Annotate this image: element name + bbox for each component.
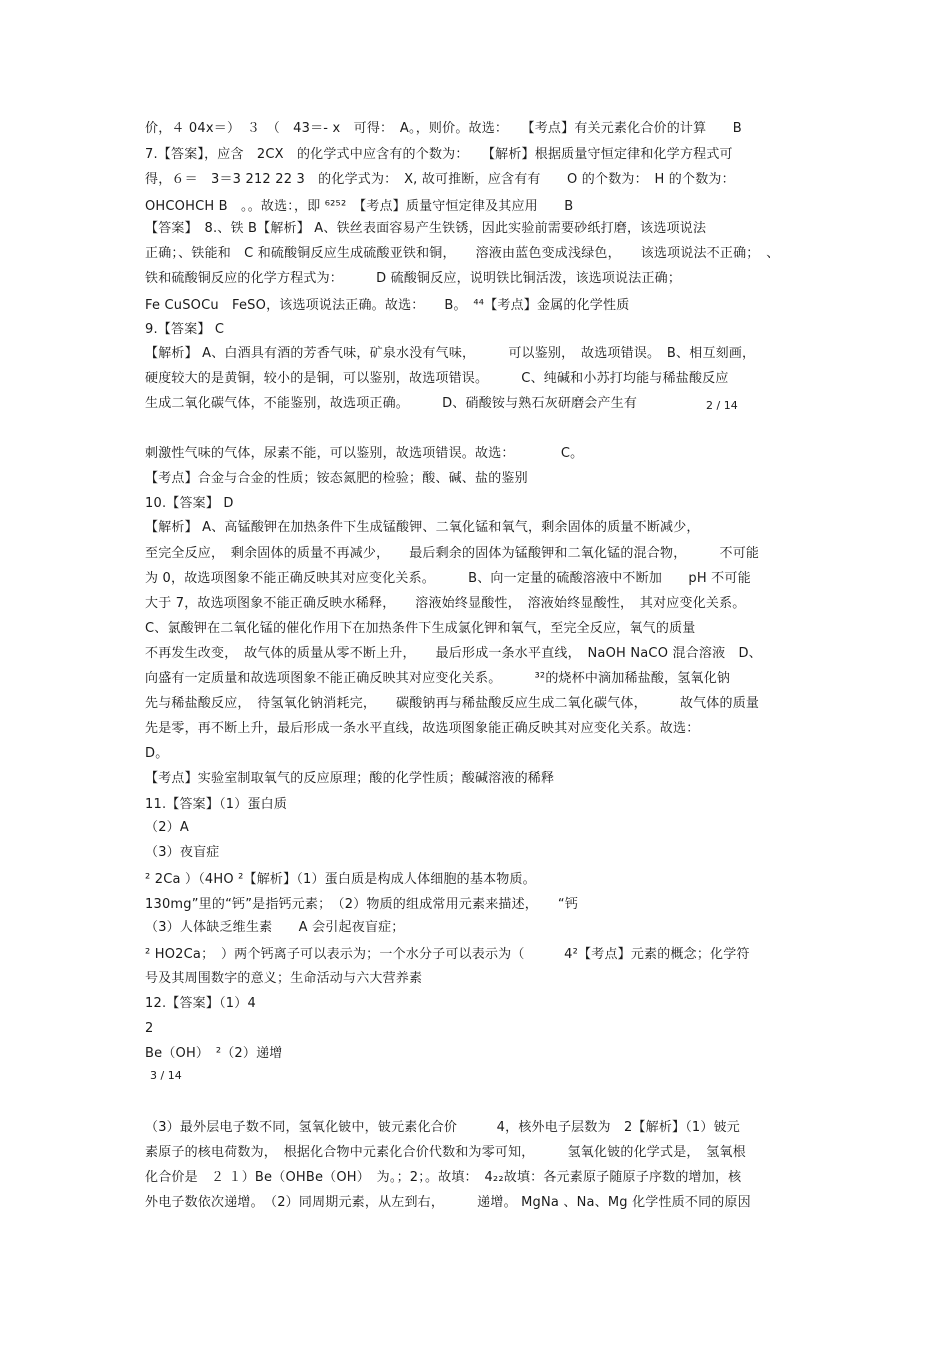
text-line: 11.【答案】（1）蛋白质 — [145, 797, 288, 812]
text-line: 化合价是 ２ １）Be（OHBe（OH） 为。；2；。故填： 4₂₂故填：各元素原子随原子序数的增加，核 — [145, 1170, 742, 1185]
text-line: 外电子数依次递增。 （2）同周期元素，从左到右， 递增。 MgNa 、Na、Mg 化学性质不同的原因 — [145, 1195, 751, 1210]
text-line: 正确；、铁能和 C 和硫酸铜反应生成硫酸亚铁和铜， 溶液由蓝色变成浅绿色， 该选项说法不正确； 、 — [145, 246, 780, 261]
text-line: 价，４ 04x＝） ３ （ 43＝- x 可得： A。，则价。故选： 【考点】有关元素化合价的计算 B — [145, 121, 742, 136]
text-line: 为 0，故选项图象不能正确反映其对应变化关系。 B、向一定量的硫酸溶液中不断加 pH 不可能 — [145, 571, 751, 586]
text-line: 【解析】 A、高锰酸钾在加热条件下生成锰酸钾、二氧化锰和氧气，剩余固体的质量不断减少， — [145, 520, 700, 535]
text-line: 刺激性气味的气体，尿素不能，可以鉴别，故选项错误。故选： C。 — [145, 446, 584, 461]
text-line: 素原子的核电荷数为， 根据化合物中元素化合价代数和为零可知， 氢氧化铍的化学式是， 氢氧根 — [145, 1145, 746, 1160]
text-line: 7.【答案】，应含 2CX 的化学式中应含有的个数为： 【解析】根据质量守恒定律和化学方程式可 — [145, 147, 733, 162]
text-line: 10.【答案】 D — [145, 496, 234, 511]
text-line: C、氯酸钾在二氧化锰的催化作用下在加热条件下生成氯化钾和氧气，至完全反应，氧气的质量 — [145, 621, 696, 636]
text-line: （3）人体缺乏维生素 A 会引起夜盲症； — [145, 920, 405, 935]
text-line: 先是零，再不断上升，最后形成一条水平直线，故选项图象能正确反映其对应变化关系。故选： — [145, 721, 700, 736]
text-line: 不再发生改变， 故气体的质量从零不断上升， 最后形成一条水平直线， NaOH NaCO 混合溶液 D、 — [145, 646, 762, 661]
text-line: OHCOHCH B 。。故选：，即 ⁶²⁵² 【考点】质量守恒定律及其应用 B — [145, 199, 574, 214]
text-line: 9.【答案】 C — [145, 322, 225, 337]
text-line: 【考点】合金与合金的性质；铵态氮肥的检验；酸、碱、盐的鉴别 — [145, 471, 528, 486]
text-line: 130mg”里的“钙”是指钙元素； （2）物质的组成常用元素来描述， “钙 — [145, 897, 579, 912]
text-line: 先与稀盐酸反应， 待氢氧化钠消耗完， 碳酸钠再与稀盐酸反应生成二氧化碳气体， 故气体的质量 — [145, 696, 760, 711]
text-line: （3）夜盲症 — [145, 845, 220, 860]
text-line: D。 — [145, 746, 169, 761]
text-line: （3）最外层电子数不同，氢氧化铍中，铍元素化合价 4，核外电子层数为 2【解析】（1）铍元 — [145, 1120, 740, 1135]
text-line: 【考点】实验室制取氧气的反应原理；酸的化学性质；酸碱溶液的稀释 — [145, 771, 555, 786]
text-line: 得，６＝ 3＝3 212 22 3 的化学式为： X, 故可推断，应含有有 O 的个数为： H 的个数为： — [145, 172, 735, 187]
text-line: 向盛有一定质量和故选项图象不能正确反映其对应变化关系。 ³²的烧杯中滴加稀盐酸，氢氧化钠 — [145, 671, 731, 686]
text-line: Be（OH） ²（2）递增 — [145, 1046, 283, 1061]
text-line: 硬度较大的是黄铜，较小的是铜，可以鉴别，故选项错误。 C、纯碱和小苏打均能与稀盐酸反应 — [145, 371, 729, 386]
text-line: 至完全反应， 剩余固体的质量不再减少， 最后剩余的固体为锰酸钾和二氧化锰的混合物， 不可能 — [145, 546, 760, 561]
text-line: （2）A — [145, 820, 189, 835]
text-line: 号及其周围数字的意义；生命活动与六大营养素 — [145, 971, 423, 986]
page-number: 3 / 14 — [150, 1069, 182, 1082]
text-line: 大于 7，故选项图象不能正确反映水稀释， 溶液始终显酸性， 溶液始终显酸性， 其对应变化关系。 — [145, 596, 746, 611]
text-line: 生成二氧化碳气体，不能鉴别，故选项正确。 D、硝酸铵与熟石灰研磨会产生有 — [145, 396, 638, 411]
text-line: 铁和硫酸铜反应的化学方程式为： D 硫酸铜反应，说明铁比铜活泼，该选项说法正确； — [145, 271, 682, 286]
text-line: 【解析】 A、白酒具有酒的芳香气味，矿泉水没有气味， 可以鉴别， 故选项错误。 B、相互刻画， — [145, 346, 756, 361]
text-line: Fe CuSOCu FeSO，该选项说法正确。故选： B。 ⁴⁴【考点】金属的化学性质 — [145, 298, 630, 313]
page-number: 2 / 14 — [706, 399, 738, 412]
text-line: 12.【答案】（1）4 — [145, 996, 256, 1011]
text-line: ² 2Ca ）（4HO ²【解析】（1）蛋白质是构成人体细胞的基本物质。 — [145, 872, 536, 887]
text-line: ² HO2Ca； ）两个钙离子可以表示为；一个水分子可以表示为（ 4²【考点】元素的概念；化学符 — [145, 947, 750, 962]
text-line: 【答案】 8.、铁 B【解析】 A、铁丝表面容易产生铁锈，因此实验前需要砂纸打磨，该选项说法 — [145, 221, 707, 236]
text-line: 2 — [145, 1021, 154, 1036]
